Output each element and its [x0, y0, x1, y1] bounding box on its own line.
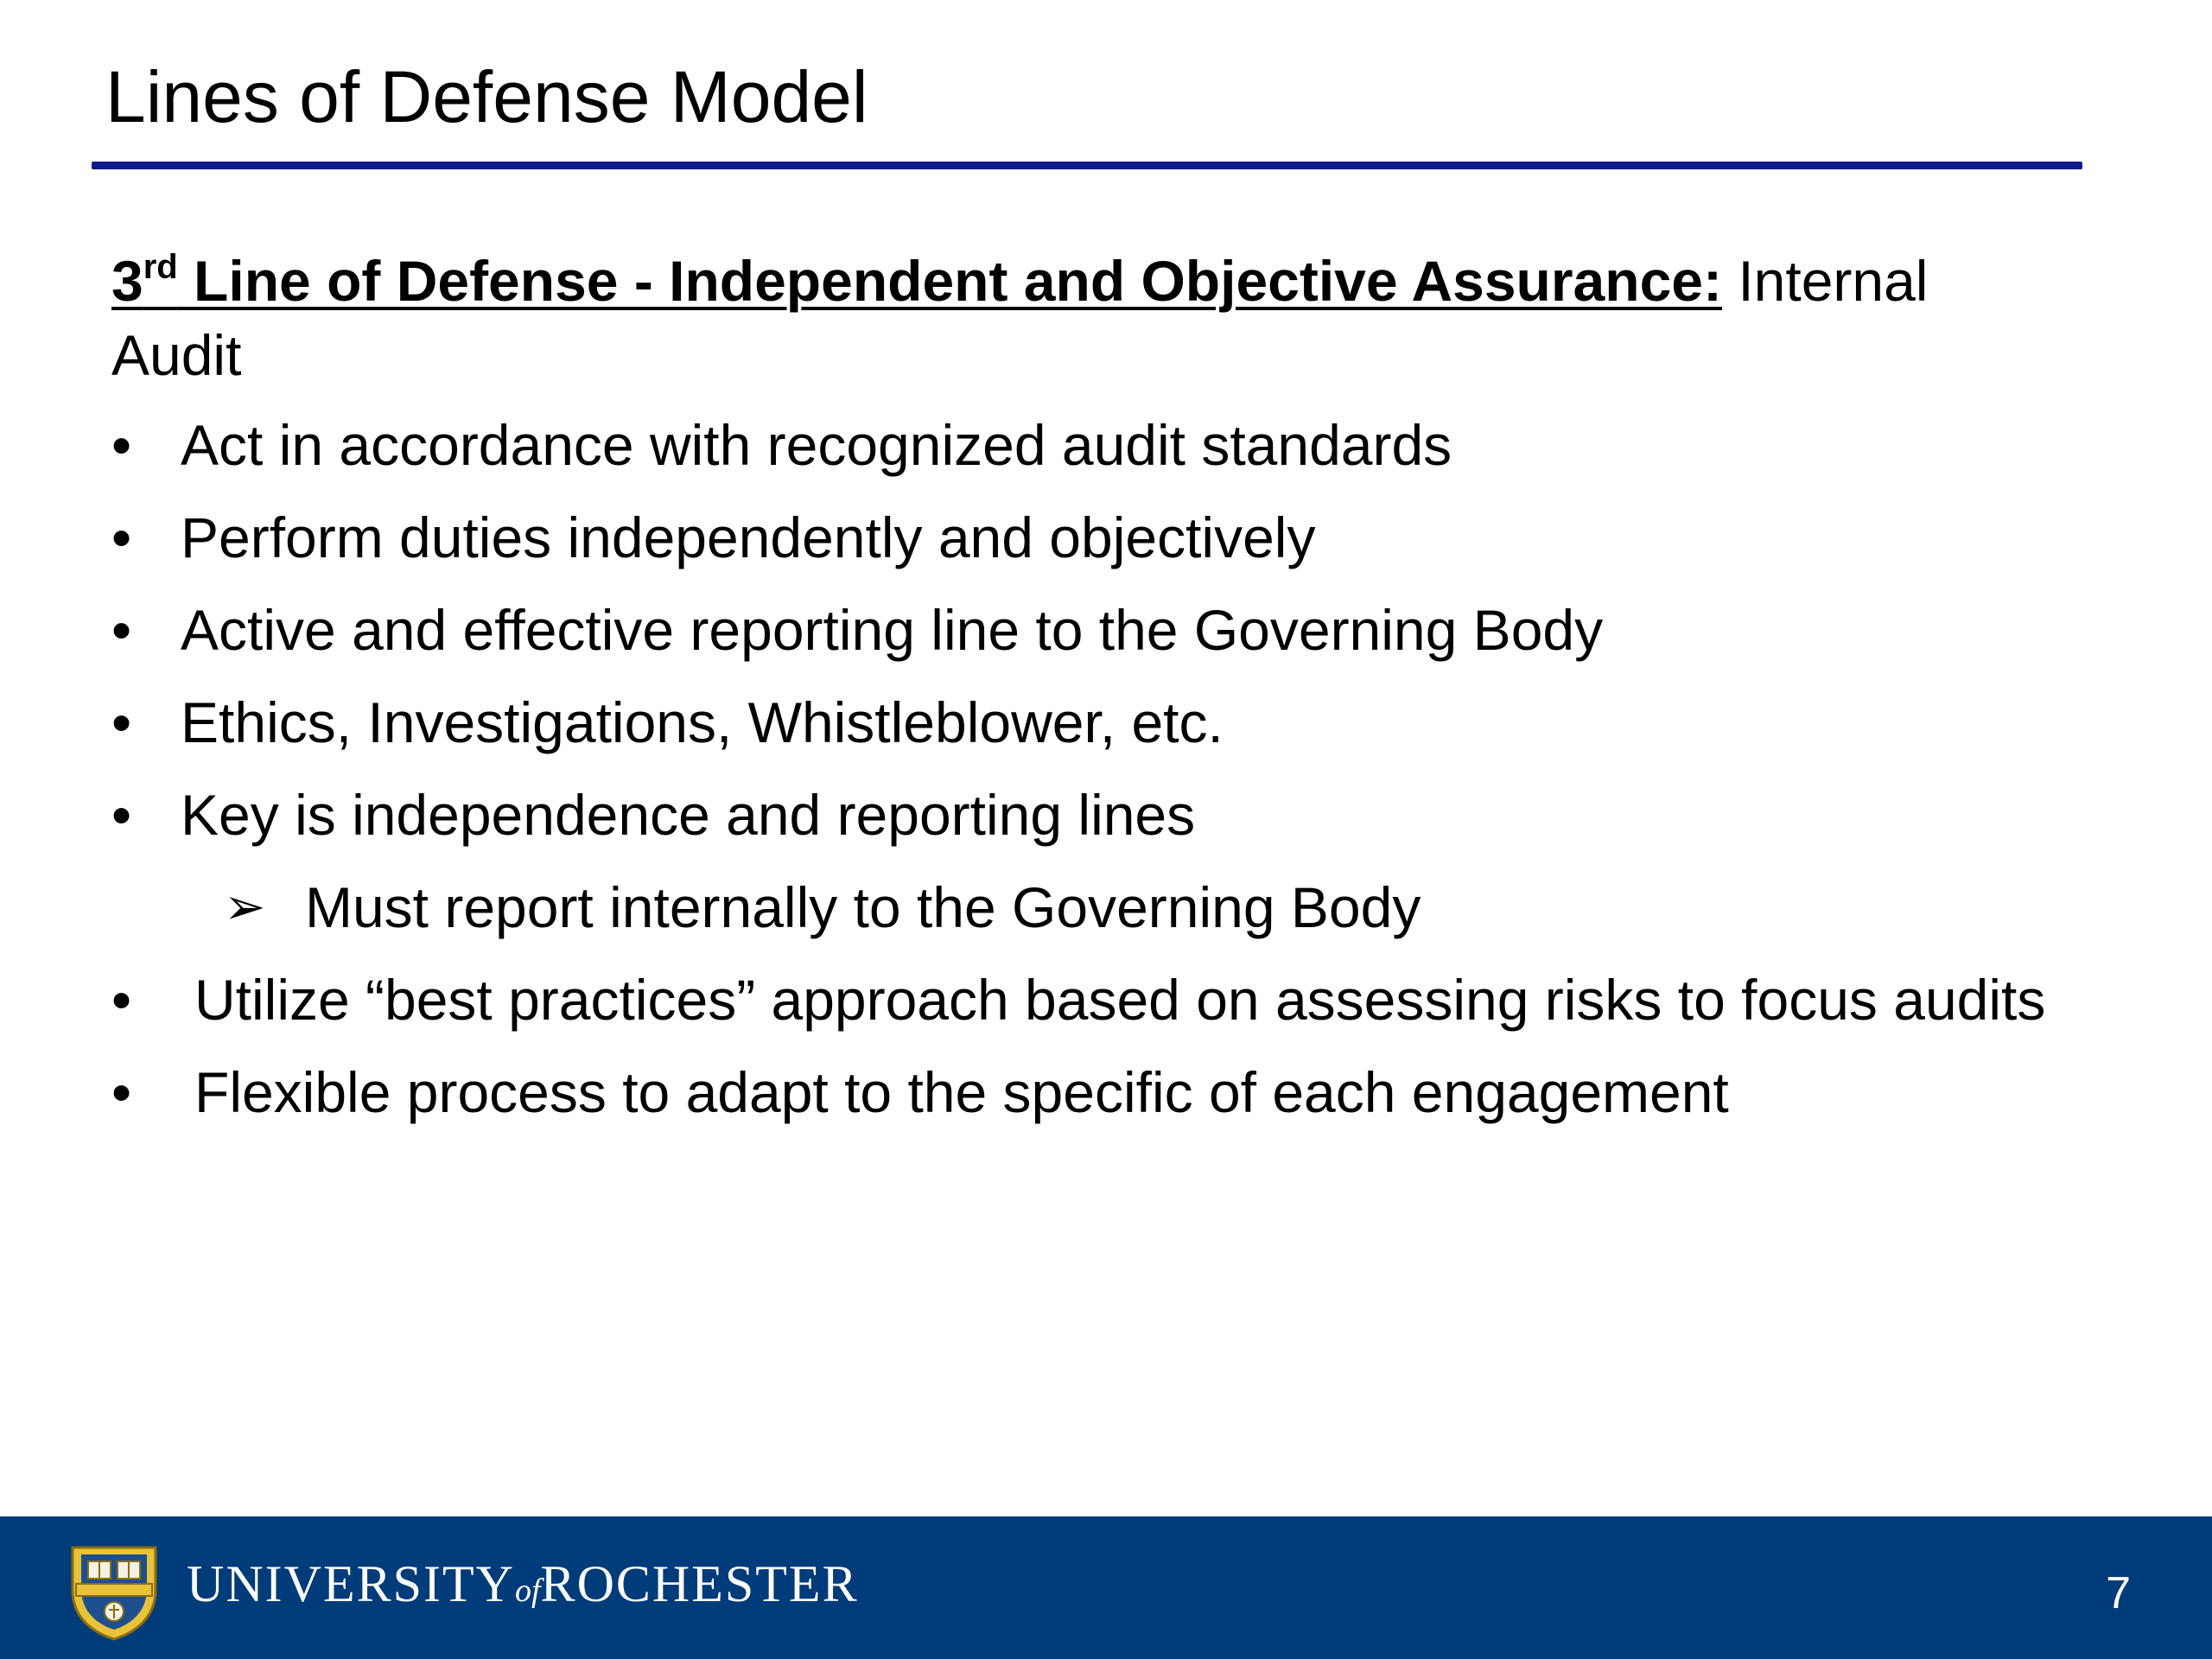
wordmark-university: UNIVERSITY: [187, 1555, 515, 1612]
bullet-dot-icon: •: [111, 413, 132, 477]
bullet-dot-icon: •: [111, 1060, 132, 1124]
sub-bullet-text: Must report internally to the Governing Body: [305, 875, 1421, 939]
bullet-item: [111, 1055, 2038, 1147]
bullet-item: [111, 778, 2038, 870]
bullet-text: Active and effective reporting line to the Governing Body: [181, 598, 1604, 662]
heading-ordinal-suffix: rd: [143, 248, 178, 286]
university-crest-icon: [62, 1541, 166, 1643]
bullet-text: Flexible process to adapt to the specific of each engagement: [194, 1060, 1729, 1124]
university-wordmark: [187, 1553, 859, 1615]
arrowhead-bullet-icon: ➢: [224, 879, 266, 935]
title-underline-rule: [92, 162, 2082, 169]
page-number: 7: [2106, 1568, 2131, 1618]
wordmark-rochester: ROCHESTER: [540, 1555, 859, 1612]
bullet-dot-icon: •: [111, 598, 132, 662]
bullet-dot-icon: •: [111, 783, 132, 847]
slide-body: [111, 244, 2046, 1147]
section-heading: [111, 244, 2038, 392]
bullet-text: Ethics, Investigations, Whistleblower, etc.: [181, 690, 1224, 754]
bullet-text: Act in accordance with recognized audit standards: [181, 413, 1452, 477]
bullet-text: Perform duties independently and objectively: [181, 505, 1316, 569]
bullet-dot-icon: •: [111, 505, 132, 569]
heading-rest-text: Internal Audit: [111, 249, 1929, 387]
bullet-item: [111, 593, 2038, 685]
footer-bar: [0, 1516, 2212, 1659]
bullet-item: [111, 685, 2038, 778]
heading-bold-text: Line of Defense - Independent and Objective Assurance:: [177, 249, 1722, 313]
bullet-item: [111, 500, 2038, 593]
wordmark-of: of: [514, 1573, 541, 1609]
bullet-text: Key is independence and reporting lines: [181, 783, 1196, 847]
bullet-item: [111, 408, 2038, 500]
bullet-dot-icon: •: [111, 690, 132, 754]
section-heading-bold: [111, 249, 1722, 313]
bullet-item: [111, 963, 2046, 1055]
heading-number: 3: [111, 249, 143, 313]
bullet-text: Utilize “best practices” approach based on assessing risks to focus audits: [194, 968, 2046, 1032]
sub-bullet-item: [111, 870, 2038, 963]
bullet-list: [111, 408, 2046, 1147]
bullet-dot-icon: •: [111, 968, 132, 1032]
slide-title: Lines of Defense Model: [105, 56, 868, 137]
